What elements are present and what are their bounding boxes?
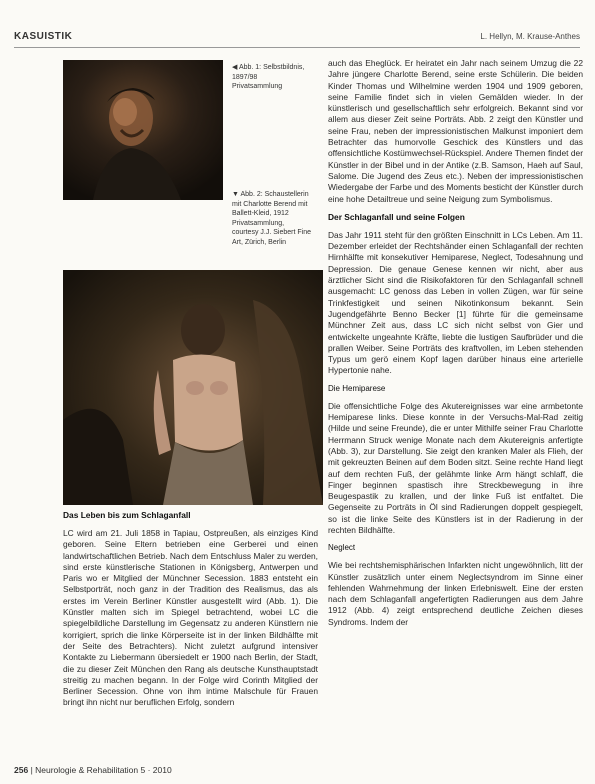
header-rule [14, 47, 580, 48]
section-heading-life: Das Leben bis zum Schlaganfall [63, 510, 191, 520]
journal-name: | Neurologie & Rehabilitation 5 · 2010 [30, 765, 172, 775]
section-label: KASUISTIK [14, 31, 73, 42]
paragraph: auch das Eheglück. Er heiratet ein Jahr nach seinem Umzug die 22 Jahre jüngere Charlotte Berend, seine erste Schülerin. Die beiden Kinder Thomas und Wilhelmine werden 1904 und 1909 geboren, seine Familie findet sich in vielen Gemälden wieder. In der künstlerisch und gesellschaftlich sehr erfolgreich. Bekannt sind vor allem aus dieser Zeit seine Porträts. Abb. 2 zeigt den Künstler und seine Frau, neben der impressionistischen Malkunst imponiert dem Betrachter das humorvolle Geschick des Künstlers und das offensichtliche Kostümwechsel-Rückspiel. Andere Themen findet der Künstler in der Bibel und in der Antike (z.B. Samson, Haeh auf Saul, Salome. Die Jugend des Zeus etc.). Neben der impressionistischen Wiedergabe der Farbe und des Moments besticht der Künstler durch eine hohe Detailtreue und seine Neigung zum Symbolismus. [328, 58, 583, 204]
figure-2-caption: ▼ Abb. 2: Schaustellerin mit Charlotte Berend mit Ballett-Kleid, 1912 Privatsammlung, courtesy J.J. Siebert Fine Art, Zürich, Berlin [232, 191, 311, 246]
paragraph: Wie bei rechtshemisphärischen Infarkten nicht ungewöhnlich, litt der Künstler zusätzlich unter einem Neglectsyndrom im Sinne einer fehlenden Wahrnehmung der linken Erlebniswelt. Eine der ersten nach dem Schlaganfall angefertigten Radierungen aus dem Jahre 1912 (Abb. 4) zeigt entsprechend deutliche Zeichen dieses Syndroms. Indem der [328, 560, 583, 627]
section-heading-stroke: Der Schlaganfall und seine Folgen [328, 211, 465, 222]
paragraph: LC wird am 21. Juli 1858 in Tapiau, Ostpreußen, als einziges Kind geboren. Seine Eltern betrieben eine Gerberei und einen landwirtschaftlichen Betrieb. Nach dem Entschluss Maler zu werden, sind erste künstlerische Stationen in Königsberg, Antwerpen und Paris wo er Mitglied der Münchner Secession. 1883 entsteht ein Selbstporträt, noch ganz in der Tradition des Realismus, das als erstes im Verein Berliner Künstler ausgestellt wird (Abb. 1). Die Künstler malten sich im Spiegel betrachtend, wobei LC die spiegelbildliche Darstellung im Gegensatz zu anderen Künstlern nie korrigiert, sprich die linke Körperseite ist in der linken Bildhälfte mit der Seite des Betrachters). Nicht zuletzt aufgrund intensiver Kontakte zu Liebermann übersiedelt er 1900 nach Berlin, der Stadt, die zu dieser Zeit München den Rang als deutsche Kunsthauptstadt streitig zu machen begann. In der Folge wird Corinth Mitglied der Berliner Secession. Ohne von ihm intime Malschule für Frauen bringt ihn nicht nur beruflichen Erfolg, sondern [63, 528, 318, 708]
self-portrait-painting [63, 60, 223, 200]
page-number: 256 [14, 765, 29, 775]
left-column [63, 510, 318, 716]
figure-double-portrait [63, 270, 323, 505]
running-authors: L. Hellyn, M. Krause-Anthes [480, 32, 580, 41]
page-footer [14, 765, 172, 775]
right-column [328, 58, 583, 635]
paragraph: Die offensichtliche Folge des Akutereignisses war eine armbetonte Hemiparese links. Diese konnte in der Versuchs-Mal-Rad zeitig (Hilde und seine Freunde), die er unter Mithilfe seiner Frau Charlotte Herrmann Struck wenige Monate nach dem Akutereignis anfertigte (Abb. 3), zur Darstellung. Sie zeigt den kranken Maler als Flieh, der mit gekreuzten Beinen auf dem Boden sitzt. Seine rechte Hand liegt auf dem rechten Fuß, der gelähmte linke Arm hängt schlaff, die Finger beginnen spastisch ihre Streckbewegung in ihre Beugespastik zu krallen, und der linke Fuß ist entfaltet. Die Gegenseite zu Porträts in Öl sind Radierungen doppelt gespiegelt, so ist die linke Seite des Künstlers ist in der Radierung in der rechten Bildhälfte. [328, 400, 583, 535]
paragraph: Das Jahr 1911 steht für den größten Einschnitt in LCs Leben. Am 11. Dezember erleidet der Rechtshänder einen Schlaganfall der rechten Hirnhälfte mit konsekutiver Hemiparese, Neglect, Todesahnung und Depression. Die genaue Genese kennen wir nicht, aber aus ärztlicher Sicht sind die Risikofaktoren für den Schlaganfall schnell ausgemacht: LC genoss das Leben in vollen Zügen, war für seine Trinkfestigkeit und seinen Nikotinkonsum bekannt. Sein Jugendgefährte Benno Becker [1] führte für die gemeinsame Münchner Zeit aus, dass LC sich nicht selbst von Gier und entwickelte ungeahnte Kräfte, liebte die lustigen Saufbrüder und die prallen Weiber. Seine Porträts des kraftvollen, im Leben stehenden Typus um gerö einem Kopf lagen darüber hinaus eine arterielle Hypertonie nahe. [328, 229, 583, 376]
double-portrait-painting [63, 270, 323, 505]
subheading-hemiparesis: Die Hemiparese [328, 383, 386, 393]
figure-self-portrait [63, 60, 223, 200]
figure-1-caption: ◀ Abb. 1: Selbstbildnis, 1897/98 Privatsammlung [232, 64, 305, 90]
running-header [14, 29, 580, 47]
subheading-neglect: Neglect [328, 543, 356, 553]
